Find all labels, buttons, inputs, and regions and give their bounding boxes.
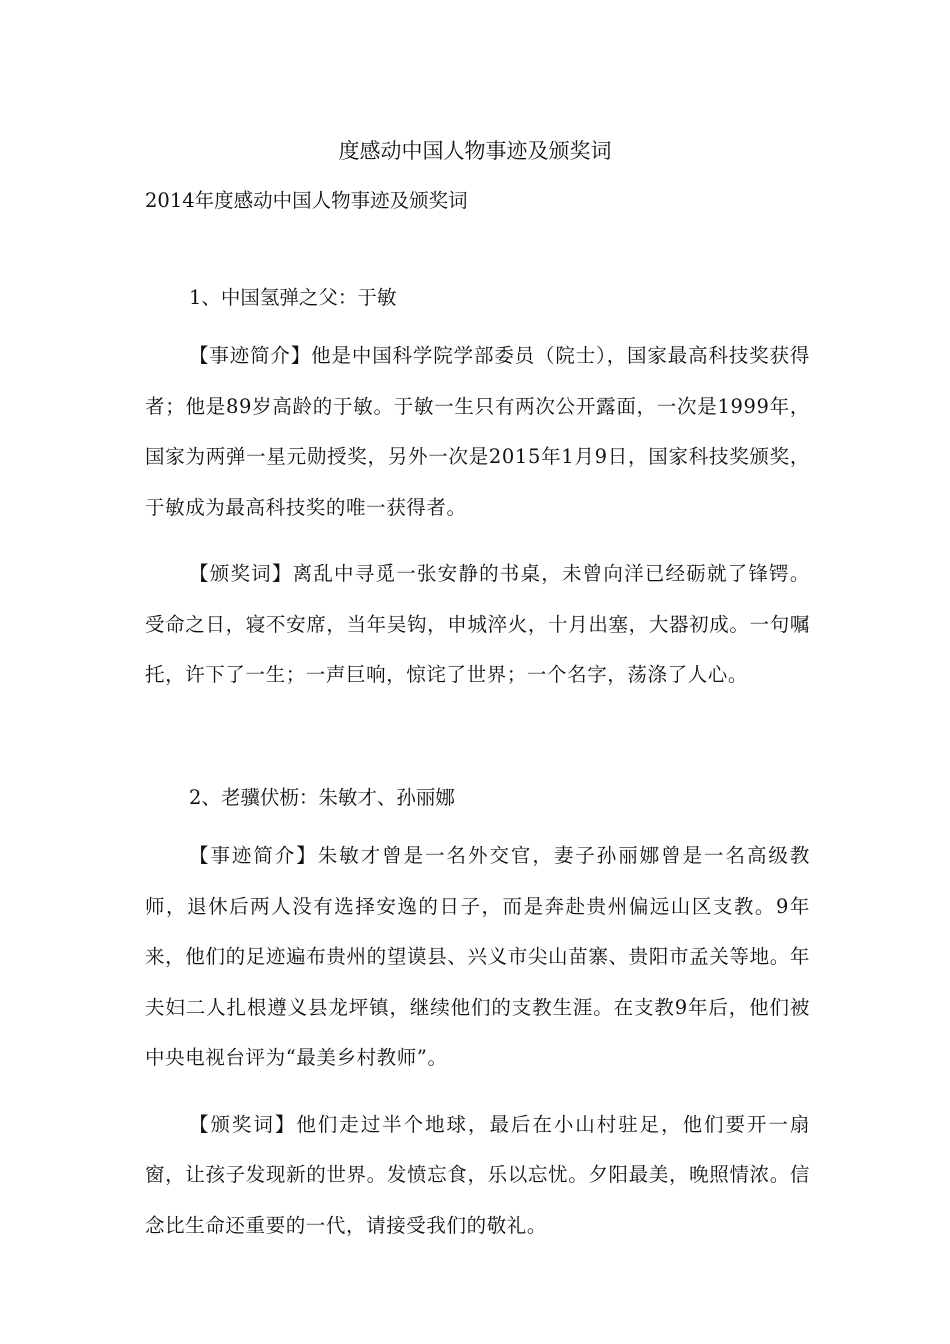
award-paragraph: [145, 549, 810, 701]
award-paragraph: [145, 1100, 810, 1252]
section-heading: 1、中国氢弹之父：于敏: [189, 286, 397, 309]
award-label: 【颁奖词】: [189, 1112, 297, 1136]
award-label: 【颁奖词】: [189, 562, 293, 585]
section-1: [145, 281, 810, 717]
document-title: 度感动中国人物事迹及颁奖词: [338, 139, 612, 163]
document-subtitle: 2014年度感动中国人物事迹及颁奖词: [145, 189, 468, 212]
award-text: 他们走过半个地球，最后在小山村驻足，他们要开一扇窗，让孩子发现新的世界。发愤忘食，乐以忘忧。夕阳最美，晚照情浓。信念比生命还重要的一代，请接受我们的敬礼。: [145, 1112, 810, 1237]
deeds-label: 【事迹简介】: [189, 844, 318, 867]
deeds-text: 他是中国科学院学部委员（院士），国家最高科技奖获得者；他是89岁高龄的于敏。于敏一生只有两次公开露面，一次是1999年，国家为两弹一星元勋授奖，另外一次是2015年1月9日，国家科技奖颁奖，于敏成为最高科技奖的唯一获得者。: [145, 344, 810, 519]
award-text: 离乱中寻觅一张安静的书桌，未曾向洋已经砺就了锋锷。受命之日，寝不安席，当年吴钩，申城淬火，十月出塞，大器初成。一句嘱托，许下了一生；一声巨响，惊诧了世界；一个名字，荡涤了人心。: [145, 562, 810, 686]
section-heading: 2、老骥伏枥：朱敏才、孙丽娜: [189, 786, 455, 809]
section-2: [145, 781, 810, 1267]
deeds-text: 朱敏才曾是一名外交官，妻子孙丽娜曾是一名高级教师，退休后两人没有选择安逸的日子，而是奔赴贵州偏远山区支教。9年来，他们的足迹遍布贵州的望谟县、兴义市尖山苗寨、贵阳市孟关等地。年夫妇二人扎根遵义县龙坪镇，继续他们的支教生涯。在支教9年后，他们被中央电视台评为“最美乡村教师”。: [145, 844, 810, 1069]
deeds-paragraph: [145, 331, 810, 533]
deeds-paragraph: [145, 831, 810, 1084]
deeds-label: 【事迹简介】: [189, 344, 312, 367]
